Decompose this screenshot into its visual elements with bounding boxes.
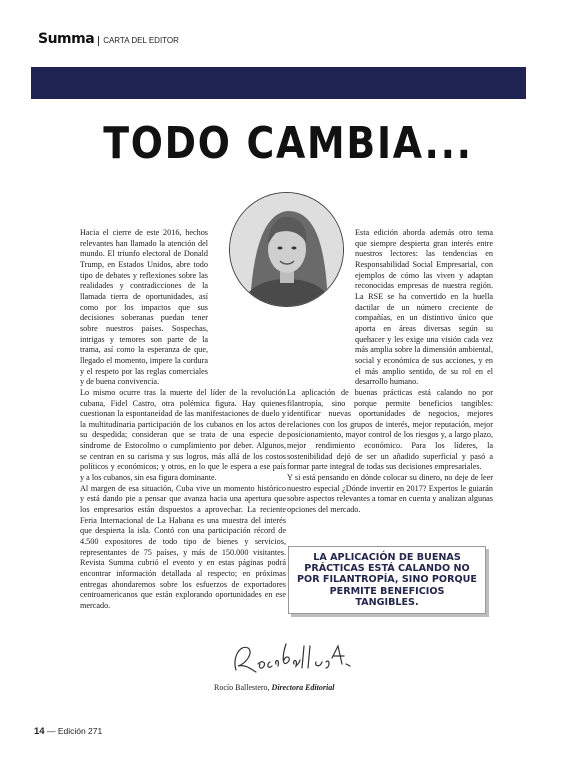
- section-label: CARTA DEL EDITOR: [98, 36, 179, 46]
- text-column-left: [80, 228, 286, 612]
- paragraph: La aplicación de buenas prácticas está calando no por filantropía, sino porque permite beneficios tangibles: identificar nuevas oportunidades de negocios, mejores relaciones con los grupos de interés, mejor reputación, mejor posicionamiento, mayor control de los riesgos y, a largo plazo, mejor rendimiento económico. Para los líderes, la sostenibilidad dejó de ser un añadido superficial y pasó a formar parte integral de todas sus decisiones empresariales.: [287, 387, 493, 472]
- editor-role: Directora Editorial: [271, 683, 335, 692]
- text-column-right: [287, 228, 493, 516]
- handwritten-signature: [226, 634, 356, 678]
- edition-number: — Edición 271: [46, 726, 103, 736]
- header-color-band: [31, 67, 526, 99]
- page-title: TODO CAMBIA...: [103, 118, 473, 169]
- paragraph: Al margen de esa situación, Cuba vive un momento histórico y está dando pie a pensar que avanza hacia una apertura que los empresarios están dispuestos a aprovechar. La reciente Feria Internacional de La Habana es una muestra del interés que despierta la isla. Contó con una participación récord de 4.500 expositores de todo tipo de bienes y servicios, representantes de 75 países, y más de 150.000 visitantes. Revista Summa cubrió el evento y en estas páginas podrá encontrar información detallada al respecto; en próximas entregas ahondaremos sobre los esfuerzos de exportadores centroamericanos que están explorando oportunidades en ese mercado.: [80, 483, 286, 610]
- page-header: [38, 31, 179, 47]
- brand-logo: Summa: [38, 31, 95, 47]
- pull-quote-box: [288, 546, 486, 614]
- signature: [226, 634, 356, 683]
- pull-quote: LA APLICACIÓN DE BUENAS PRÁCTICAS ESTÁ CALANDO NO POR FILANTROPÍA, SINO PORQUE PERMITE BENEFICIOS TANGIBLES.: [297, 551, 477, 608]
- page-folio: [34, 726, 102, 737]
- paragraph: Y si está pensando en dónde colocar su dinero, no deje de leer nuestro especial ¿Dónde invertir en 2017? Expertos le guiarán sobre aspectos relevantes a tomar en cuenta y analizan algunas opciones del mercado.: [287, 473, 493, 515]
- paragraph: Esta edición aborda además otro tema que siempre despierta gran interés entre nuestros lectores: las tendencias en Responsabilidad Social Empresarial, con ejemplos de cómo las viven y adaptan reconocidas empresas de nuestra región. La RSE se ha convertido en la huella dactilar de un número creciente de compañías, en un distintivo único que aporta en áreas diversas según su quehacer y les exige una visión cada vez más amplia sobre la dimensión ambiental, social y económica de sus acciones, y en el más amplio sentido, de su rol en el desarrollo humano.: [355, 228, 493, 387]
- paragraph: Lo mismo ocurre tras la muerte del líder de la revolución cubana, Fidel Castro, otra polémica figura. Hay quienes cuestionan la espontaneidad de las manifestaciones de duelo y la multitudinaria participación de los cubanos en los actos de su despedida; consideran que se trata de una especie de síndrome de Estocolmo o cumplimiento por deber. Algunos, se centran en su carisma y sus logros, más allá de los costos políticos y económicos; y otros, en lo que le espera a ese país y a los cubanos, sin esa figura dominante.: [80, 387, 286, 483]
- paragraph: Hacia el cierre de este 2016, hechos relevantes han llamado la atención del mundo. El triunfo electoral de Donald Trump, en Estados Unidos, abre todo tipo de debates y reflexiones sobre las realidades y contradicciones de la llamada tierra de oportunidades, así como por los impactos que sus decisiones soberanas puedan tener sobre nuestros países. Sospechas, intrigas y temores son parte de la trama, así como la esperanza de que, llegado el momento, impere la cordura y el respeto por las reglas comerciales y de buena convivencia.: [80, 228, 208, 387]
- page-number: 14: [34, 726, 45, 737]
- editor-byline: [214, 683, 334, 692]
- editor-name: Rocío Ballestero,: [214, 683, 272, 692]
